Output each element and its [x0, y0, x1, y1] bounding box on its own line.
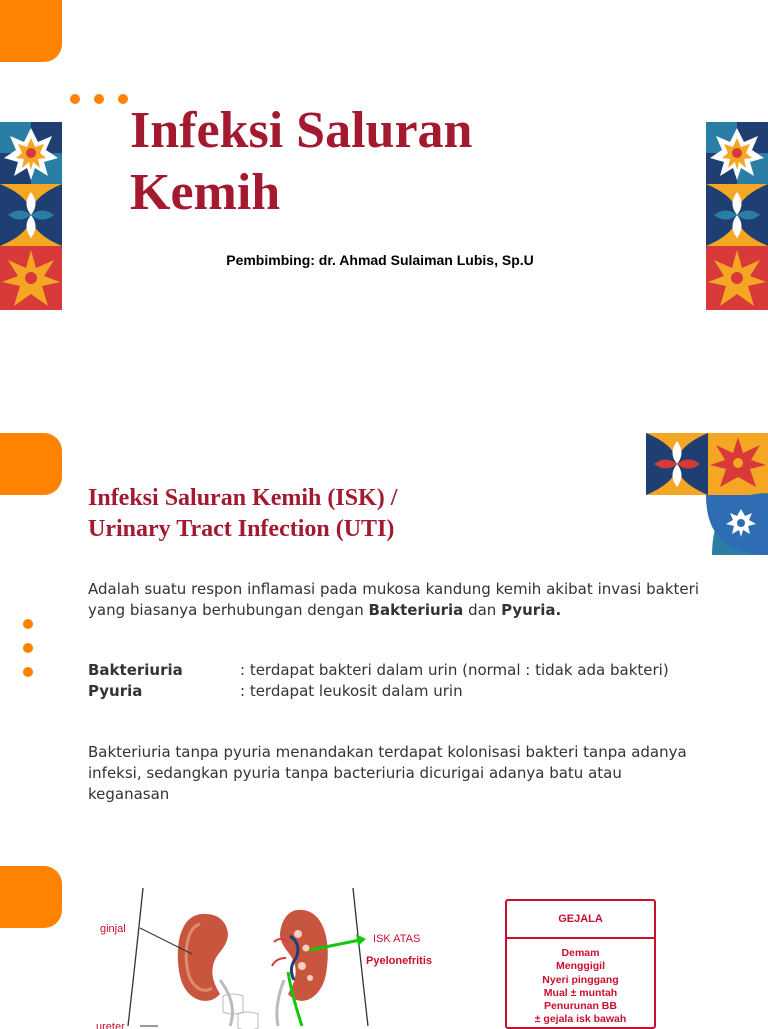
decorative-dots: [70, 94, 128, 104]
symptom-item: Menggigil: [556, 960, 605, 973]
title-slide: [0, 0, 768, 400]
kidney-left: [178, 914, 228, 1001]
anatomy-slide: [0, 866, 768, 1029]
intro-and: dan: [463, 601, 502, 619]
title-line-1: Infeksi Saluran: [130, 102, 473, 159]
orange-corner-tab: [0, 0, 62, 62]
ornament-tile-strip-right: [706, 122, 768, 310]
slide-title: [88, 483, 588, 545]
slide-title: [130, 100, 590, 224]
term-bakteriuria: Bakteriuria: [368, 601, 464, 619]
orange-corner-tab: [0, 866, 62, 928]
decorative-dots: [23, 619, 33, 677]
intro-text: Adalah suatu respon inflamasi pada mukosa kandung kemih akibat invasi bakteri yang biasanya berhubungan dengan: [88, 580, 699, 619]
definition-term: Bakteriuria: [88, 661, 183, 679]
symptom-item: Demam: [561, 947, 600, 959]
definition-row: [88, 660, 699, 681]
closing-paragraph: Bakteriuria tanpa pyuria menandakan terdapat kolonisasi bakteri tanpa adanya infeksi, sedangkan pyuria tanpa bacteriuria dicurigai adanya batu atau keganasan: [88, 743, 687, 803]
title-line-2: Kemih: [130, 164, 281, 221]
definition-row: [88, 681, 699, 702]
label-ginjal: ginjal: [100, 923, 126, 935]
orange-corner-tab: [0, 433, 62, 495]
title-line-1: Infeksi Saluran Kemih (ISK) /: [88, 485, 398, 511]
symptoms-box: [505, 899, 656, 1029]
label-ureter: ureter: [96, 1021, 125, 1029]
definition-desc: : terdapat bakteri dalam urin (normal : tidak ada bakteri): [240, 661, 669, 679]
symptom-item: Penurunan BB: [544, 1000, 617, 1013]
supervisor-text: Pembimbing: dr. Ahmad Sulaiman Lubis, Sp.U: [226, 252, 534, 268]
label-pyelonefritis: Pyelonefritis: [366, 955, 433, 967]
definition-list: [88, 660, 699, 702]
symptoms-list: [507, 939, 654, 1027]
definition-slide: [0, 433, 768, 833]
symptom-item: Mual ± muntah: [543, 986, 618, 999]
urinary-tract-diagram: [88, 876, 448, 1029]
symptom-item: ± gejala isk bawah: [534, 1013, 627, 1026]
title-line-2: Urinary Tract Infection (UTI): [88, 516, 395, 542]
symptom-item: Nyeri pinggang: [542, 973, 619, 986]
label-isk-atas: ISK ATAS: [373, 933, 421, 945]
symptoms-heading: GEJALA: [507, 901, 654, 939]
term-pyuria: Pyuria.: [501, 601, 562, 619]
definition-desc: : terdapat leukosit dalam urin: [240, 682, 463, 700]
intro-paragraph: [88, 579, 699, 621]
definition-term: Pyuria: [88, 682, 143, 700]
ornament-corner: [646, 433, 768, 555]
ornament-tile-strip-left: [0, 122, 62, 310]
